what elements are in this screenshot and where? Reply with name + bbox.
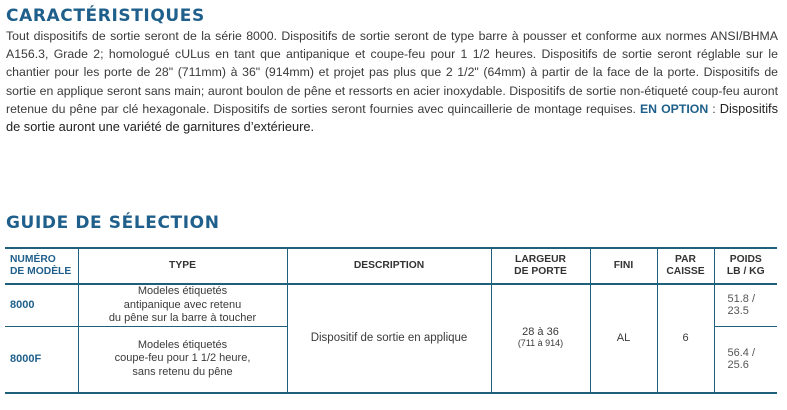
characteristics-paragraph — [6, 27, 778, 136]
description-cell: Dispositif de sortie en applique — [287, 284, 491, 393]
type-line: du pêne sur la barre à toucher — [108, 312, 257, 324]
characteristics-heading: CARACTÉRISTIQUES — [6, 6, 205, 26]
header-type: TYPE — [78, 248, 287, 284]
header-model-line1: NUMÉRO — [10, 254, 56, 265]
header-weight-line2: LB / KG — [726, 266, 765, 277]
header-finish: FINI — [590, 248, 657, 284]
header-width-line2: DE PORTE — [514, 266, 567, 277]
finish-cell: AL — [590, 284, 657, 393]
selection-guide-table — [5, 247, 777, 394]
type-cell — [78, 284, 287, 326]
model-number-cell: 8000F — [5, 326, 78, 393]
option-label: EN OPTION — [639, 101, 709, 116]
weight-cell: 56.4 / 25.6 — [714, 326, 777, 393]
type-cell — [78, 326, 287, 393]
header-per-case-line2: CAISSE — [666, 266, 705, 277]
door-width-cell — [491, 284, 590, 393]
option-separator: : — [708, 101, 720, 116]
door-width-inches: 28 à 36 — [522, 326, 559, 339]
header-description: DESCRIPTION — [287, 248, 491, 284]
characteristics-body: Tout dispositifs de sortie seront de la série 8000. Dispositifs de sortie seront de type barre à pousser et conforme aux normes ANSI/BHMA A156.3, Grade 2; homologué cULus en tant que antipanique et coupe-feu pour 1 1/2 heures. Dispositifs de sortie seront réglable sur le chantier pour les porte de 28" (711mm) à 36" (914mm) et projet pas plus que 2 1/2" (64mm) à partir de la face de la porte. Dispositifs de sortie en applique seront sans main; auront boulon de pêne et ressorts en acier inoxydable. Dispositifs de sortie non-étiqueté coup-feu auront retenue du pêne par clé hexagonale. Dispositifs de sorties seront fournies avec quincaillerie de montage requises. — [6, 29, 778, 116]
type-line: Modeles étiquetés — [137, 338, 228, 351]
type-line: coupe-feu pour 1 1/2 heure, — [114, 352, 251, 365]
type-line: sans retenu du pêne — [132, 365, 233, 378]
header-weight — [714, 248, 777, 284]
weight-cell: 51.8 / 23.5 — [714, 284, 777, 326]
option-text: Dispositifs de sortie auront une variété de garnitures d’extérieure. — [6, 100, 779, 135]
header-width-line1: LARGEUR — [515, 254, 566, 265]
header-model-line2: DE MODÈLE — [10, 266, 72, 277]
model-number-cell: 8000 — [5, 284, 78, 326]
per-case-cell: 6 — [657, 284, 714, 393]
header-per-case — [657, 248, 714, 284]
header-per-case-line1: PAR — [675, 254, 696, 265]
door-width-mm: (711 à 914) — [517, 338, 564, 349]
type-line: antipanique avec retenu — [123, 298, 242, 311]
selection-guide-heading: GUIDE DE SÉLECTION — [6, 213, 220, 233]
type-line: Modeles étiquetés — [137, 285, 228, 297]
header-door-width — [491, 248, 590, 284]
header-model-number — [5, 248, 78, 284]
table-row — [5, 284, 777, 326]
header-weight-line1: POIDS — [729, 254, 762, 265]
table-header-row — [5, 248, 777, 284]
